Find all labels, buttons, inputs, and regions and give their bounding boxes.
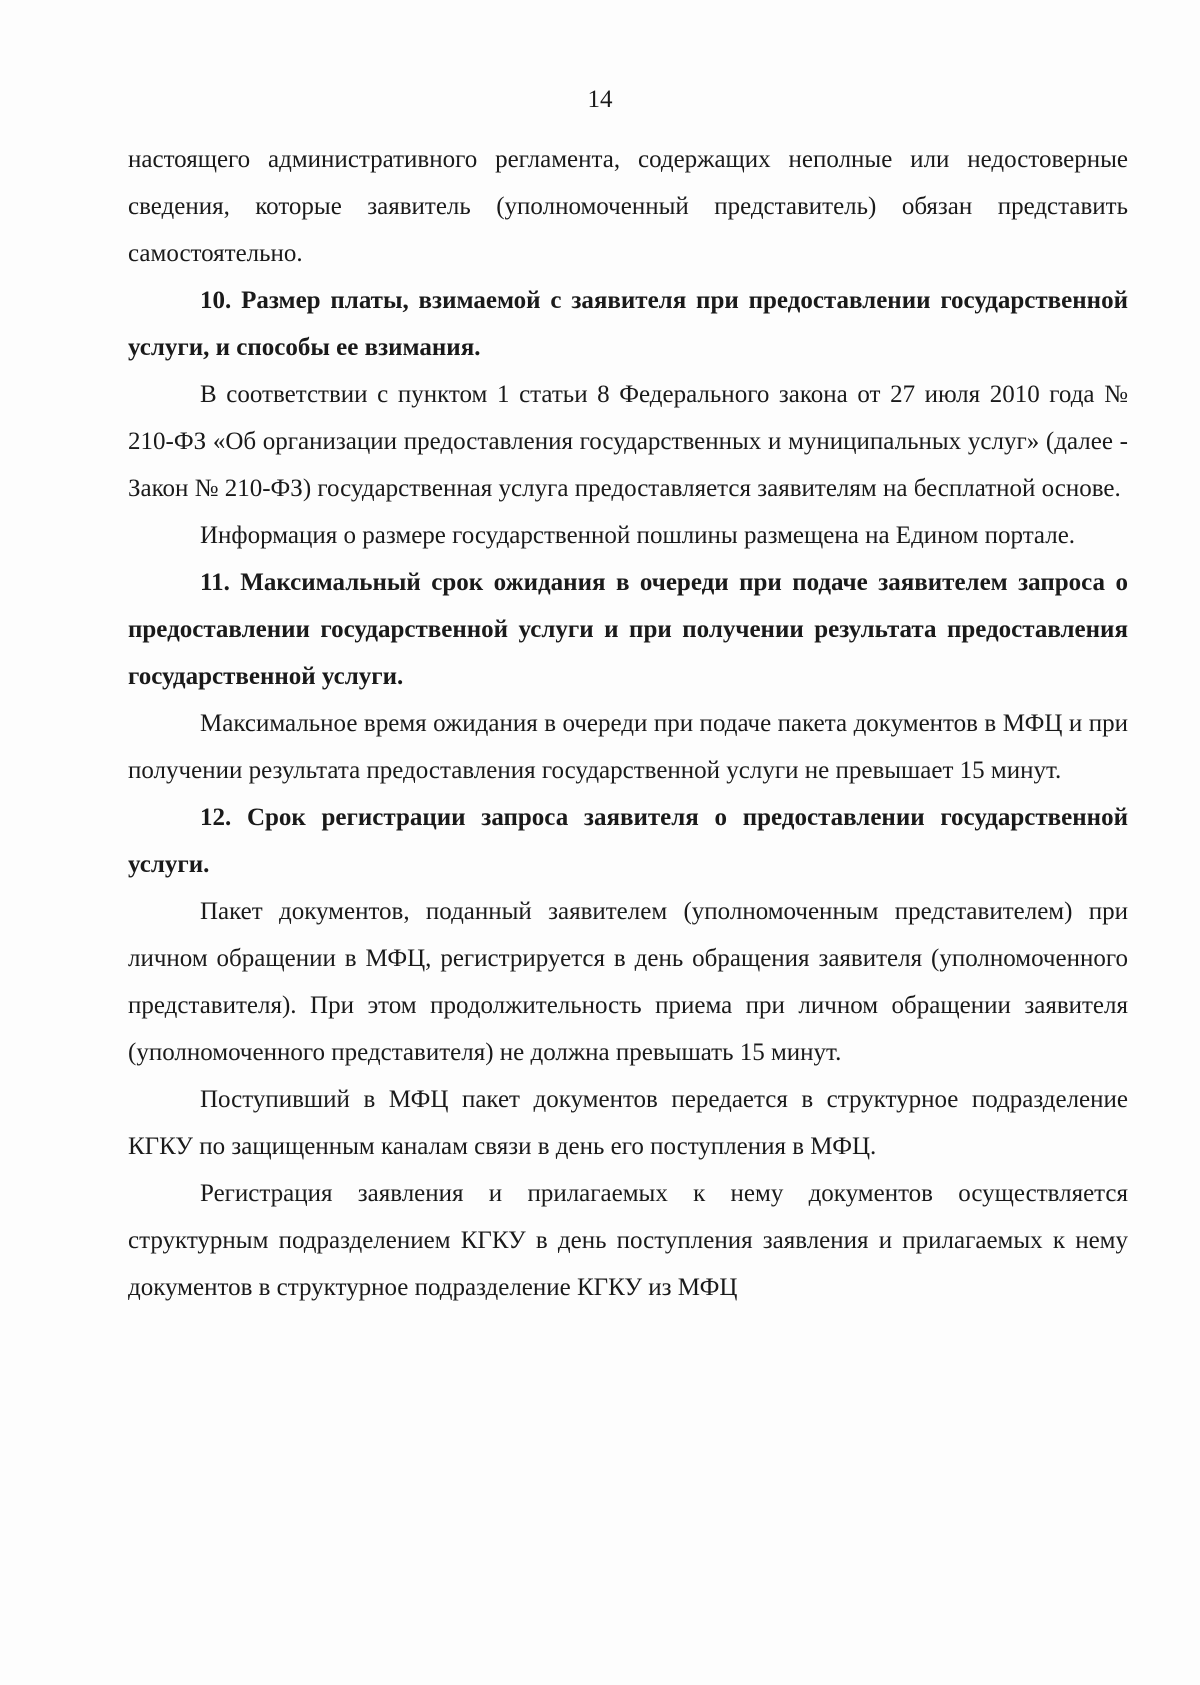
paragraph: Максимальное время ожидания в очереди при подаче пакета документов в МФЦ и при получении результата предоставления государственной услуги не превышает 15 минут. <box>128 710 1128 784</box>
paragraph: Информация о размере государственной пошлины размещена на Едином портале. <box>200 522 1076 549</box>
section-heading-12: 12. Срок регистрации запроса заявителя о предоставлении государственной услуги. <box>128 804 1128 878</box>
paragraph: Пакет документов, поданный заявителем (уполномоченным представителем) при личном обращении в МФЦ, регистрируется в день обращения заявителя (уполномоченного представителя). При этом продолжительность приема при личном обращении заявителя (уполномоченного представителя) не должна превышать 15 минут. <box>128 898 1128 1066</box>
page-number: 14 <box>587 86 613 113</box>
paragraph: В соответствии с пунктом 1 статьи 8 Федерального закона от 27 июля 2010 года № 210-ФЗ «Об организации предоставления государственных и муниципальных услуг» (далее - Закон № 210-ФЗ) государственная услуга предоставляется заявителям на бесплатной основе. <box>128 381 1128 502</box>
document-body <box>128 136 1128 1311</box>
section-heading-10: 10. Размер платы, взимаемой с заявителя при предоставлении государственной услуги, и способы ее взимания. <box>128 287 1128 361</box>
paragraph: Поступивший в МФЦ пакет документов передается в структурное подразделение КГКУ по защищенным каналам связи в день его поступления в МФЦ. <box>128 1086 1128 1160</box>
paragraph-continued: настоящего административного регламента, содержащих неполные или недостоверные сведения, которые заявитель (уполномоченный представитель) обязан представить самостоятельно. <box>128 146 1128 267</box>
paragraph: Регистрация заявления и прилагаемых к нему документов осуществляется структурным подразделением КГКУ в день поступления заявления и прилагаемых к нему документов в структурное подразделение КГКУ из МФЦ <box>128 1180 1128 1301</box>
section-heading-11: 11. Максимальный срок ожидания в очереди при подаче заявителем запроса о предоставлении государственной услуги и при получении результата предоставления государственной услуги. <box>128 569 1128 690</box>
